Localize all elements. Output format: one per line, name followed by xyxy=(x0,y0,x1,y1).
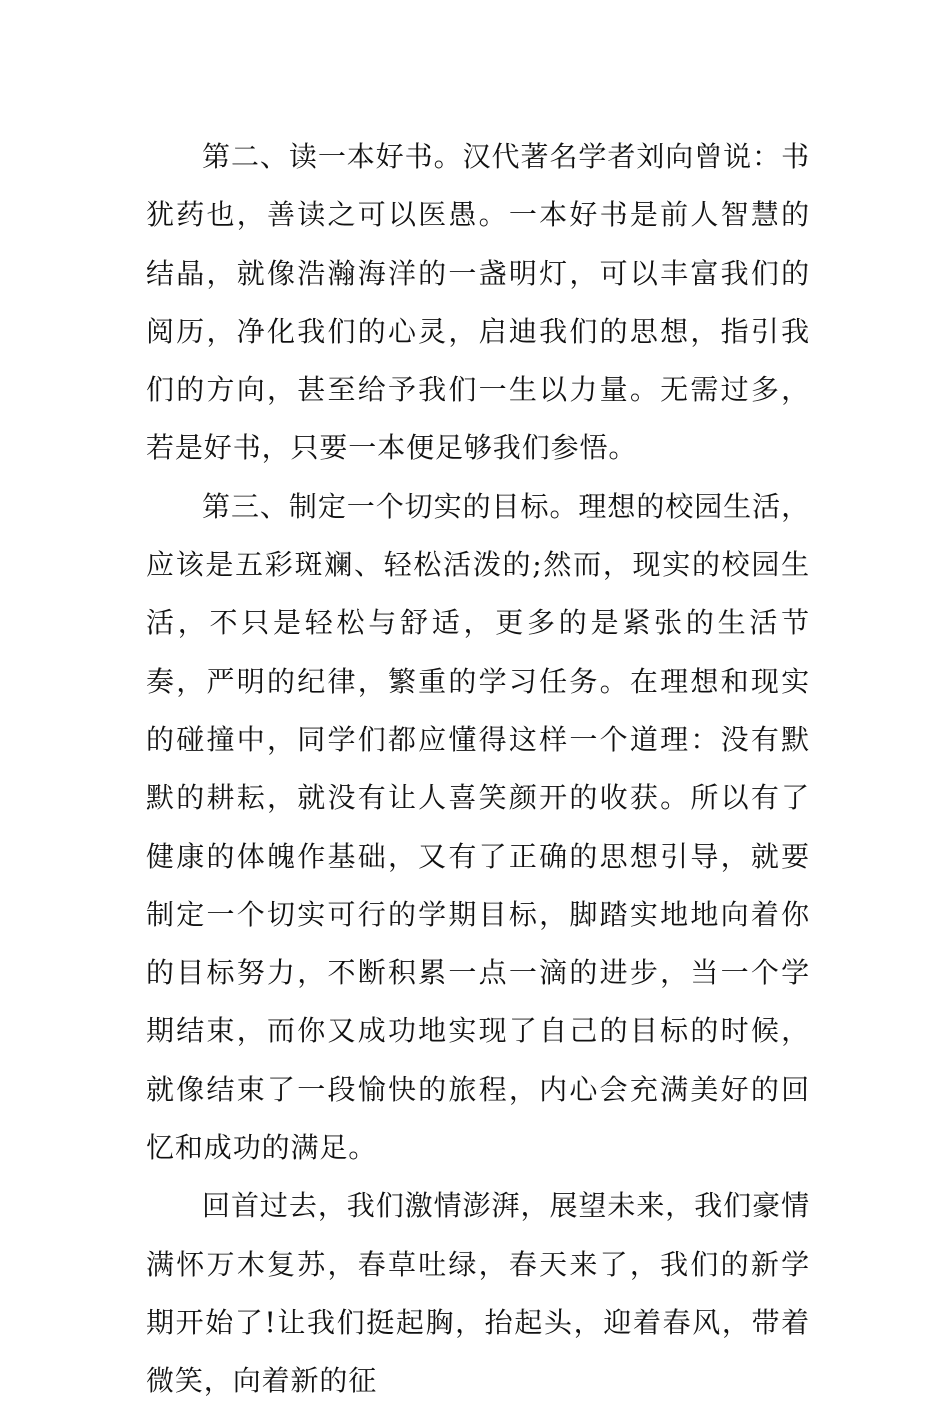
paragraph-read-good-book: 第二、读一本好书。汉代著名学者刘向曾说：书犹药也，善读之可以医愚。一本好书是前人智慧的结晶，就像浩瀚海洋的一盏明灯，可以丰富我们的阅历，净化我们的心灵，启迪我们的思想，指引我们的方向，甚至给予我们一生以力量。无需过多，若是好书，只要一本便足够我们参悟。 xyxy=(146,140,810,465)
body-text xyxy=(146,128,810,1411)
paragraph-set-goal: 第三、制定一个切实的目标。理想的校园生活，应该是五彩斑斓、轻松活泼的;然而，现实的校园生活，不只是轻松与舒适，更多的是紧张的生活节奏，严明的纪律，繁重的学习任务。在理想和现实的碰撞中，同学们都应懂得这样一个道理：没有默默的耕耘，就没有让人喜笑颜开的收获。所以有了健康的体魄作基础，又有了正确的思想引导，就要制定一个切实可行的学期目标，脚踏实地地向着你的目标努力，不断积累一点一滴的进步，当一个学期结束，而你又成功地实现了自己的目标的时候，就像结束了一段愉快的旅程，内心会充满美好的回忆和成功的满足。 xyxy=(146,489,810,1165)
paragraph-looking-back: 回首过去，我们激情澎湃，展望未来，我们豪情满怀万木复苏，春草吐绿，春天来了，我们的新学期开始了!让我们挺起胸，抬起头，迎着春风，带着微笑，向着新的征 xyxy=(146,1189,810,1398)
